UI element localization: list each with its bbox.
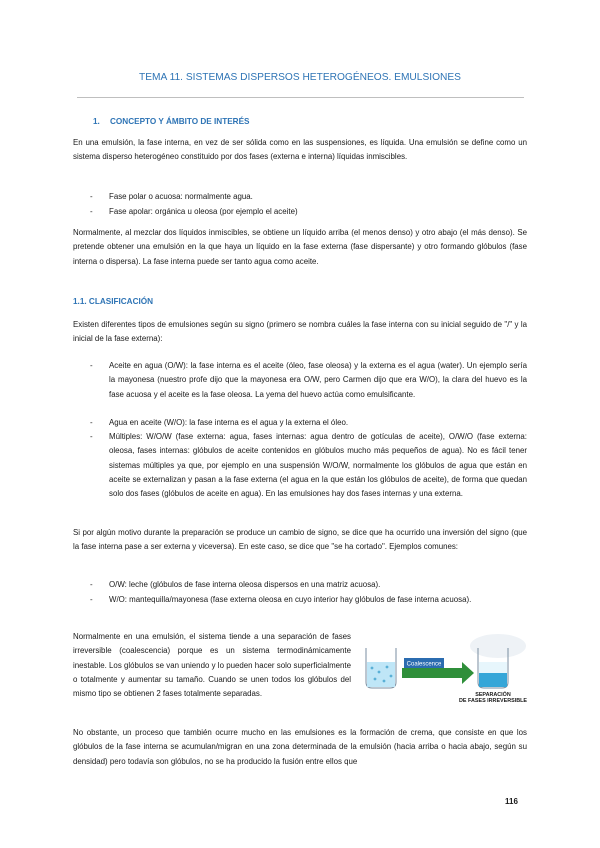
section-1-title: CONCEPTO Y ÁMBITO DE INTERÉS xyxy=(110,117,250,126)
list-item-example-ow xyxy=(90,578,527,592)
bullet-dash: - xyxy=(90,361,93,370)
title-divider xyxy=(77,97,524,98)
list-item-text: Fase polar o acuosa: normalmente agua. xyxy=(109,192,253,201)
paragraph-types-intro: Existen diferentes tipos de emulsiones según su signo (primero se nombra cuáles la fase interna con su inicial seguido de "/" y la inicial de la fase externa): xyxy=(73,320,527,344)
page-number: 116 xyxy=(505,797,518,806)
coalescence-label: Coalescence xyxy=(406,661,442,668)
list-item-text: O/W: leche (glóbulos de fase interna oleosa dispersos en una matriz acuosa). xyxy=(109,580,381,589)
figure-caption-line-1: SEPARACIÓN xyxy=(475,692,511,698)
paragraph-creaming: No obstante, un proceso que también ocurre mucho en las emulsiones es la formación de crema, que consiste en que los glóbulos de la fase interna se acumulan/migran en una zona determinada de la emulsión (hacia arriba o hacia abajo, según su densidad) pero todavía son glóbulos, no se ha producido la fusión entre ellos que xyxy=(73,728,527,766)
list-item-text: Múltiples: W/O/W (fase externa: agua, fases internas: agua dentro de gotículas de aceite), O/W/O (fase externa: oleosa, fases internas: glóbulos de aceite contenidos en glóbulos mucho más pequeños de agua). No es fácil tener sistemas múltiples ya que, por ejemplo en una suspensión W/O/W, normalmente los glóbulos de agua que están en aceite se externalizan y pasan a la fase externa (el agua en la que están los glóbulos de aceite), de forma que quedan solo dos fases (glóbulos de aceite en agua). En las emulsiones hay dos fases internas y una externa. xyxy=(109,432,527,499)
coalescence-figure xyxy=(360,632,528,704)
paragraph-coalescence: Normalmente en una emulsión, el sistema tiende a una separación de fases irreversible (coalescencia) porque es un sistema termodinámicamente inestable. Los glóbulos se van uniendo y lo pueden hacer solo superficialmente o totalmente y aumentar su tamaño. Cuando se unen todos los glóbulos del mismo tipo se obtienen 2 fases totalmente separadas. xyxy=(73,632,351,699)
section-1-1-heading: 1.1. CLASIFICACIÓN xyxy=(73,297,154,306)
section-1-number: 1. xyxy=(93,117,100,126)
paragraph-inversion: Si por algún motivo durante la preparación se produce un cambio de signo, se dice que ha ocurrido una inversión del signo (que la fase interna pase a ser externa y viceversa). En este caso, se dice que "se ha cortado". Ejemplos comunes: xyxy=(73,528,527,552)
list-item-text: Fase apolar: orgánica u oleosa (por ejemplo el aceite) xyxy=(109,207,298,216)
list-item-example-wo xyxy=(90,593,527,607)
bullet-dash: - xyxy=(90,580,93,589)
list-item-text: Agua en aceite (W/O): la fase interna es el agua y la externa el óleo. xyxy=(109,418,349,427)
list-item-phase-polar xyxy=(90,190,527,204)
list-item-phase-apolar xyxy=(90,205,527,219)
coalescence-diagram xyxy=(360,632,528,704)
paragraph-definition: En una emulsión, la fase interna, en vez de ser sólida como en las suspensiones, es líquida. Una emulsión se define como un sistema disperso heterogéneo constituido por dos fases (externa e interna) líquidas inmiscibles. xyxy=(73,138,527,162)
list-item-text: W/O: mantequilla/mayonesa (fase externa oleosa en cuyo interior hay glóbulos de fase interna acuosa). xyxy=(109,595,472,604)
list-item-type-wo xyxy=(90,416,527,430)
bullet-dash: - xyxy=(90,418,93,427)
bullet-dash: - xyxy=(90,595,93,604)
beaker-after-top-phase xyxy=(479,662,507,673)
bullet-dash: - xyxy=(90,432,93,441)
paragraph-immiscible: Normalmente, al mezclar dos líquidos inmiscibles, se obtiene un líquido arriba (el menos denso) y otro abajo (el más denso). Se pretende obtener una emulsión en la que haya un líquido en la fase externa (fase dispersante) y otro formando glóbulos (fase interna o dispersa). La fase interna puede ser tanto agua como aceite. xyxy=(73,228,527,266)
list-item-type-ow xyxy=(90,359,527,402)
beaker-before-liquid xyxy=(367,662,395,687)
figure-caption-line-2: DE FASES IRREVERSIBLE xyxy=(459,698,527,704)
list-item-type-multiple xyxy=(90,430,527,501)
bullet-dash: - xyxy=(90,207,93,216)
list-item-text: Aceite en agua (O/W): la fase interna es el aceite (óleo, fase oleosa) y la externa es el agua (water). Un ejemplo sería la mayonesa (nuestro profe dijo que la mayonesa era O/W, pero Carmen dijo que era W/O), la clara del huevo es la fase acuosa y el aceite es la fase oleosa. La yema del huevo actúa como emulsificante. xyxy=(109,361,527,399)
section-1-heading xyxy=(93,117,250,126)
bullet-dash: - xyxy=(90,192,93,201)
page-title: TEMA 11. SISTEMAS DISPERSOS HETEROGÉNEOS. EMULSIONES xyxy=(139,72,461,83)
beaker-after-bottom-phase xyxy=(479,673,507,687)
